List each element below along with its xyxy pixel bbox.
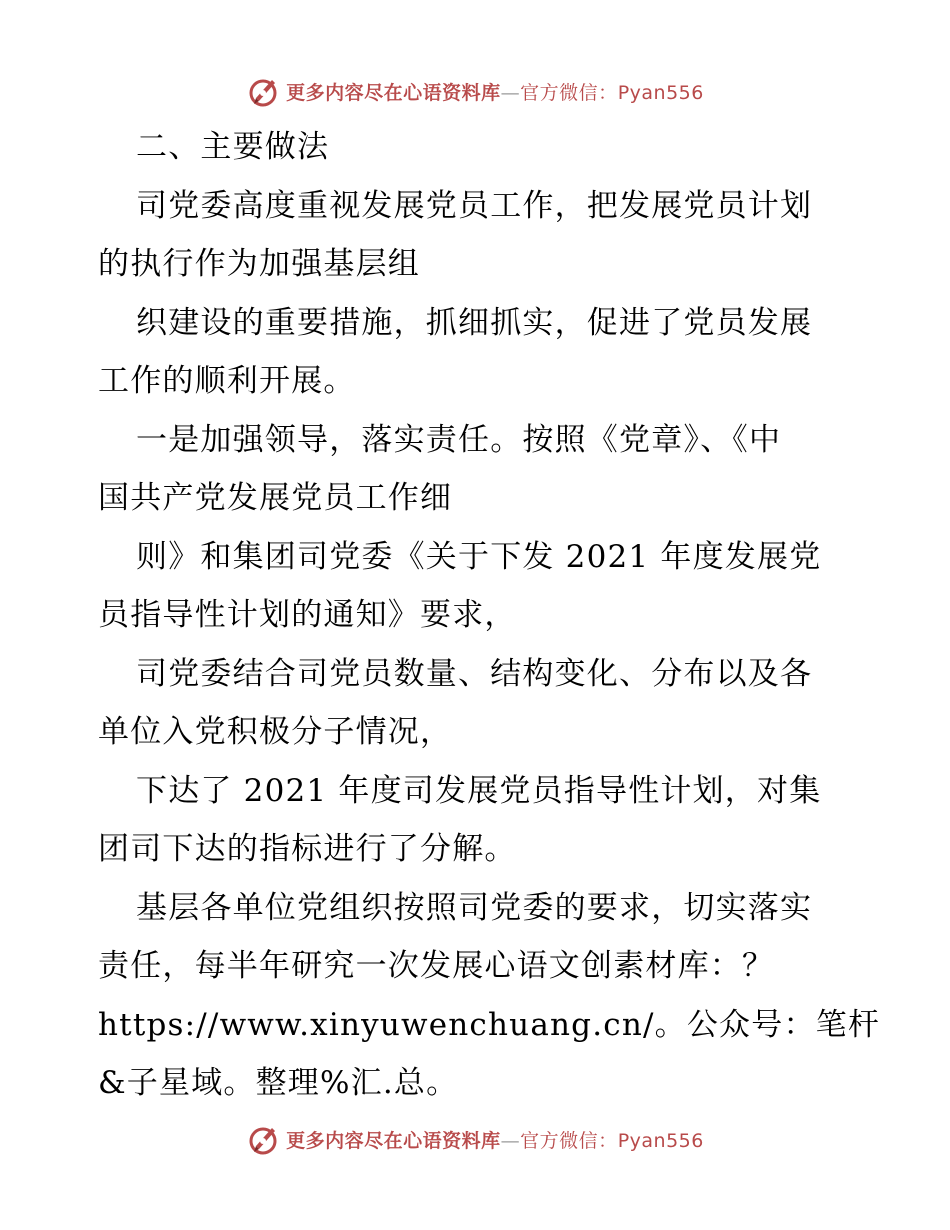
banner-slogan: 更多内容尽在心语资料库 (286, 81, 501, 104)
banner-wechat-label: 官方微信： (520, 1129, 618, 1152)
banner-text (286, 78, 704, 105)
paragraph-line: 则》和集团司党委《关于下发 2021 年度发展党 (136, 538, 822, 575)
paragraph-line: 司党委结合司党员数量、结构变化、分布以及各 (136, 655, 813, 692)
document-body (98, 118, 881, 1113)
banner-separator: — (500, 81, 521, 104)
footer-banner (0, 1119, 950, 1159)
banner-text (286, 1126, 704, 1153)
paragraph-line: 一是加强领导，落实责任。按照《党章》、《中 (136, 421, 782, 458)
banner-wechat-label: 官方微信： (520, 81, 618, 104)
section-heading: 二、主要做法 (136, 129, 330, 165)
header-banner (0, 71, 950, 111)
banner-slogan: 更多内容尽在心语资料库 (286, 1129, 501, 1152)
pen-quill-logo-icon (246, 1122, 280, 1156)
paragraph-line: https://www.xinyuwenchuang.cn/。公众号：笔杆 (98, 1006, 881, 1043)
banner-separator: — (500, 1129, 521, 1152)
paragraph-line: 基层各单位党组织按照司党委的要求，切实落实 (136, 889, 813, 926)
paragraph-line: &子星域。整理%汇.总。 (98, 1065, 459, 1101)
paragraph-line: 工作的顺利开展。 (98, 363, 356, 399)
paragraph-line: 责任，每半年研究一次发展心语文创素材库：？ (98, 948, 775, 984)
banner-wechat-account: Pyan556 (617, 81, 704, 104)
paragraph-line: 下达了 2021 年度司发展党员指导性计划，对集 (136, 772, 822, 809)
paragraph-line: 单位入党积极分子情况， (98, 714, 453, 750)
banner-wechat-account: Pyan556 (617, 1129, 704, 1152)
paragraph-line: 国共产党发展党员工作细 (98, 480, 453, 516)
pen-quill-logo-icon (246, 74, 280, 108)
paragraph-line: 团司下达的指标进行了分解。 (98, 831, 517, 867)
paragraph-line: 司党委高度重视发展党员工作，把发展党员计划 (136, 187, 813, 224)
paragraph-line: 员指导性计划的通知》要求， (98, 597, 517, 633)
paragraph-line: 的执行作为加强基层组 (98, 246, 420, 282)
paragraph-line: 织建设的重要措施，抓细抓实，促进了党员发展 (136, 304, 813, 341)
